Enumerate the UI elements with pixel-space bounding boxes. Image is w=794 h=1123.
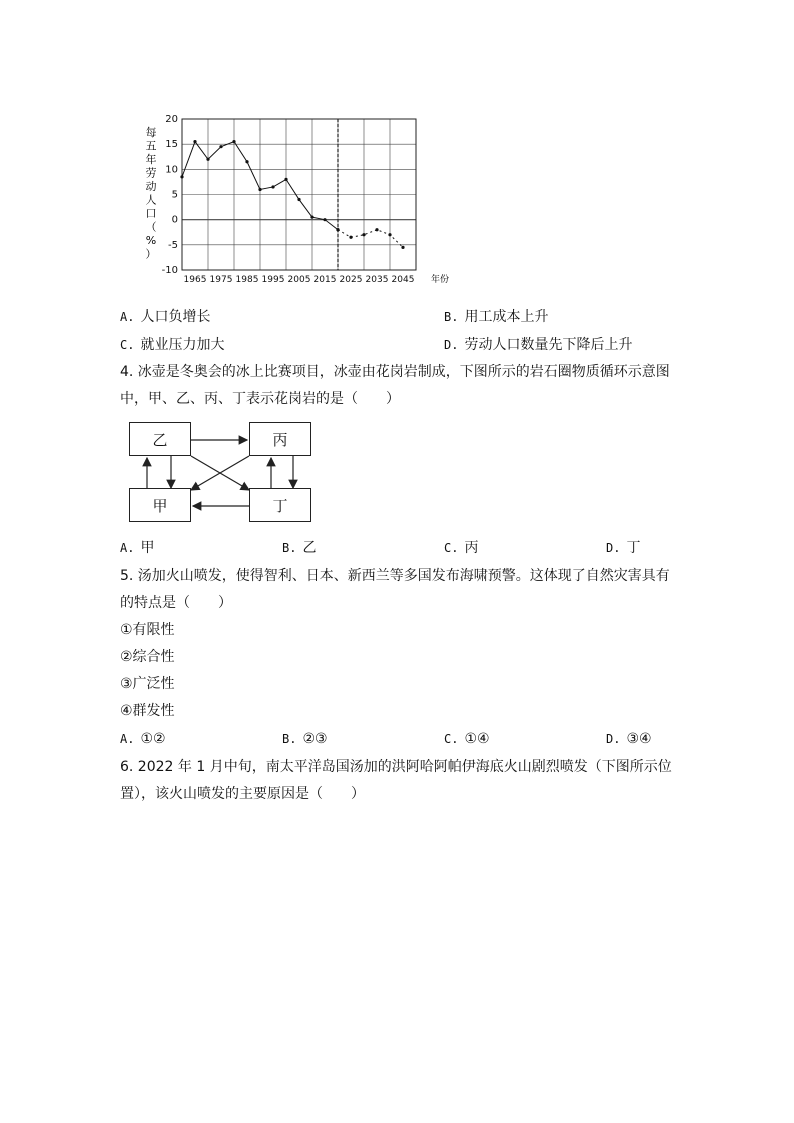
data-point (206, 158, 209, 161)
q5-option-c[interactable]: C. ①④ (444, 731, 490, 747)
q3-option-d[interactable]: D. 劳动人口数量先下降后上升 (444, 337, 633, 353)
q5-stem-line1: 5. 汤加火山喷发，使得智利、日本、新西兰等多国发布海啸预警。这体现了自然灾害具有 (120, 568, 670, 584)
data-point (401, 246, 404, 249)
x-tick-label: 2015 (313, 275, 337, 285)
q3-option-a[interactable]: A. 人口负增长 (120, 309, 211, 325)
y-tick-label: 15 (165, 139, 178, 151)
q5-stem-line2: 的特点是（ ） (120, 595, 232, 611)
data-point (245, 160, 248, 163)
q5-item-3: ③广泛性 (120, 676, 175, 692)
rock-cycle-diagram (125, 418, 325, 528)
x-tick-label: 2025 (339, 275, 363, 285)
box-ding: 丁 (249, 488, 311, 522)
x-tick-label: 1965 (183, 275, 207, 285)
q5-option-b[interactable]: B. ②③ (282, 731, 328, 747)
y-tick-label: 5 (171, 189, 178, 201)
x-tick-label: 1995 (261, 275, 285, 285)
data-point (180, 175, 183, 178)
data-point (388, 233, 391, 236)
q5-item-2: ②综合性 (120, 649, 175, 665)
box-bing: 丙 (249, 422, 311, 456)
data-point (284, 178, 287, 181)
data-point (232, 140, 235, 143)
y-tick-label: 0 (171, 214, 178, 226)
data-point (362, 233, 365, 236)
q5-item-1: ①有限性 (120, 622, 175, 638)
q4-stem-line1: 4. 冰壶是冬奥会的冰上比赛项目，冰壶由花岗岩制成，下图所示的岩石圈物质循环示意图 (120, 364, 670, 380)
x-tick-label: 1975 (209, 275, 233, 285)
x-tick-label: 2005 (287, 275, 311, 285)
y-tick-label: -5 (168, 239, 178, 251)
q3-option-c[interactable]: C. 就业压力加大 (120, 337, 225, 353)
q5-item-4: ④群发性 (120, 703, 175, 719)
q5-option-d[interactable]: D. ③④ (606, 731, 652, 747)
q4-option-b[interactable]: B. 乙 (282, 540, 317, 556)
q4-option-a[interactable]: A. 甲 (120, 540, 155, 556)
data-point (193, 140, 196, 143)
data-point (336, 228, 339, 231)
q6-stem-line2: 置），该火山喷发的主要原因是（ ） (120, 786, 365, 802)
chart-ticks (162, 114, 415, 285)
data-point (258, 188, 261, 191)
data-point (310, 216, 313, 219)
x-axis-label: 年份 (431, 275, 450, 285)
q5-option-a[interactable]: A. ①② (120, 731, 166, 747)
box-jia: 甲 (129, 488, 191, 522)
data-point (375, 228, 378, 231)
data-point (219, 145, 222, 148)
labor-population-chart (135, 110, 455, 290)
q4-stem-line2: 中，甲、乙、丙、丁表示花岗岩的是（ ） (120, 391, 400, 407)
data-point (349, 236, 352, 239)
q4-option-c[interactable]: C. 丙 (444, 540, 479, 556)
x-tick-label: 2035 (365, 275, 389, 285)
y-axis-label: 每五年劳动人口（%） (145, 126, 157, 261)
q3-option-b[interactable]: B. 用工成本上升 (444, 309, 549, 325)
q4-option-d[interactable]: D. 丁 (606, 540, 641, 556)
q6-stem-line1: 6. 2022 年 1 月中旬，南太平洋岛国汤加的洪阿哈阿帕伊海底火山剧烈喷发（下图所示位 (120, 759, 672, 775)
chart-grid (182, 119, 416, 270)
data-point (271, 185, 274, 188)
y-tick-label: 20 (165, 114, 178, 125)
data-point (297, 198, 300, 201)
x-tick-label: 2045 (391, 275, 415, 285)
y-tick-label: 10 (165, 164, 178, 176)
data-point (323, 218, 326, 221)
box-yi: 乙 (129, 422, 191, 456)
x-tick-label: 1985 (235, 275, 259, 285)
y-tick-label: -10 (161, 265, 178, 276)
